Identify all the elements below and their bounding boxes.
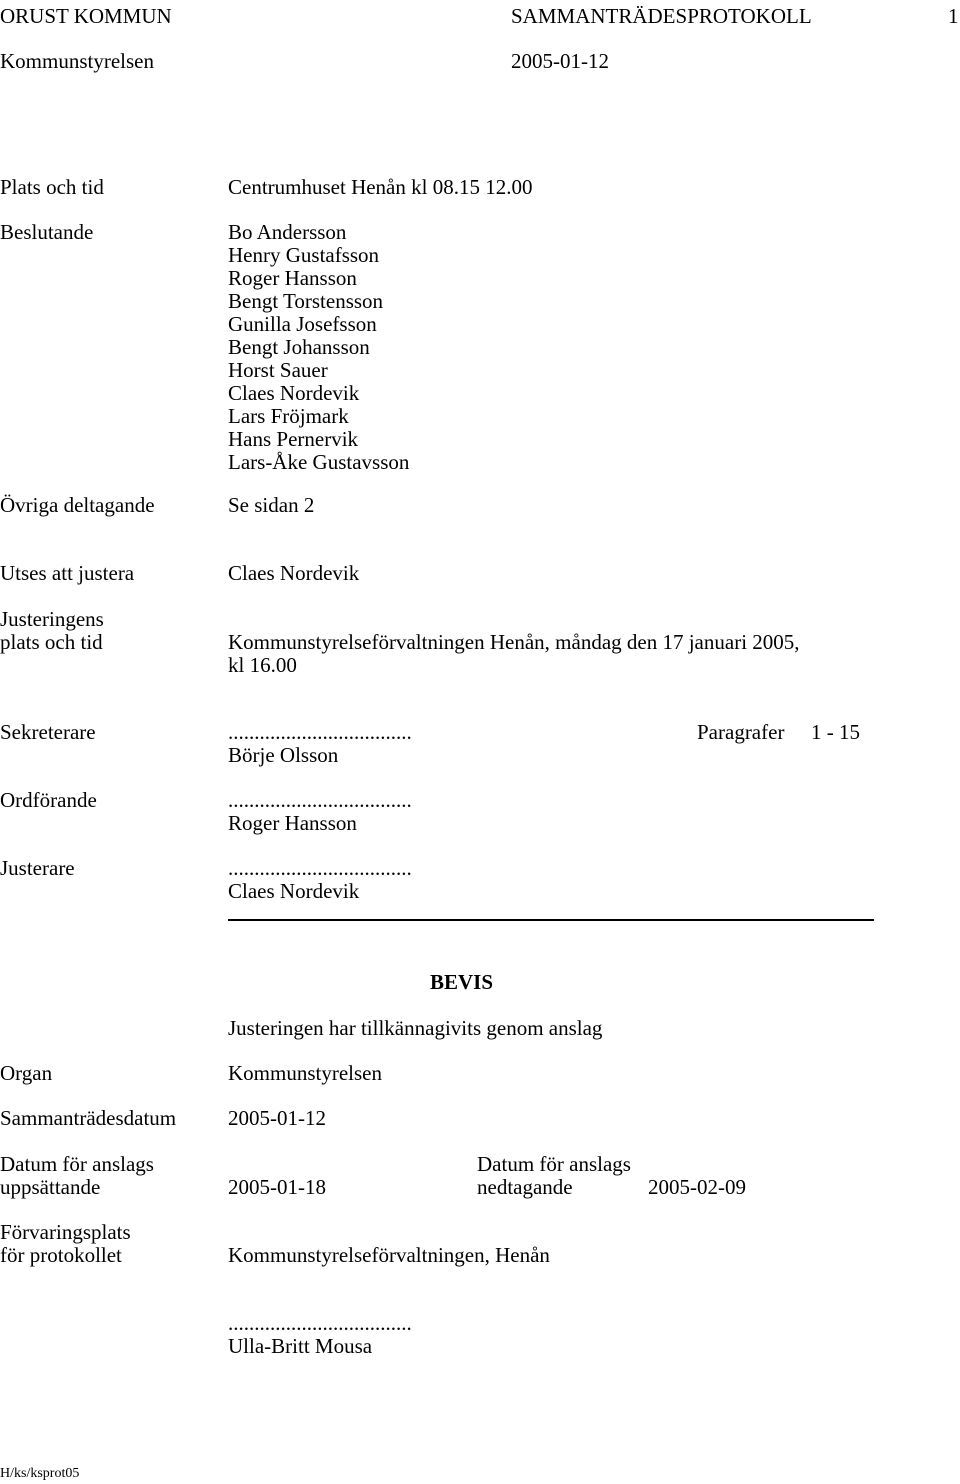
meeting-date-value: 2005-01-12 [228, 1106, 326, 1130]
removed-date-label-line: nedtagande [477, 1175, 573, 1199]
storage-label-line: för protokollet [0, 1243, 122, 1267]
storage-label-line: Förvaringsplats [0, 1220, 131, 1244]
removed-date-value: 2005-02-09 [648, 1175, 746, 1199]
adjuster-label: Justerare [0, 856, 75, 880]
storage-label [0, 1221, 131, 1267]
chair-signature-line: ................................... [228, 788, 412, 812]
municipality-name: ORUST KOMMUN [0, 4, 172, 28]
decision-maker: Bengt Johansson [228, 335, 370, 359]
chair-name: Roger Hansson [228, 811, 357, 835]
footer-code: H/ks/ksprot05 [0, 1466, 80, 1481]
organ-label: Organ [0, 1061, 53, 1085]
removed-date-label-line: Datum för anslags [477, 1152, 631, 1176]
meeting-date-label: Sammanträdesdatum [0, 1106, 177, 1130]
other-participants-value: Se sidan 2 [228, 493, 315, 517]
adjustment-label-line: Justeringens [0, 607, 104, 631]
decision-makers-list [228, 221, 409, 474]
removed-date-label [477, 1153, 631, 1199]
section-divider [228, 919, 874, 921]
decision-maker: Gunilla Josefsson [228, 312, 377, 336]
paragraphs-value: 1 - 15 [811, 720, 860, 744]
adjustment-label-line: plats och tid [0, 630, 103, 654]
decision-maker: Lars Fröjmark [228, 404, 349, 428]
place-value: Centrumhuset Henån kl 08.15 12.00 [228, 175, 533, 199]
adjustment-value-line: Kommunstyrelseförvaltningen Henån, måndag den 17 januari 2005, [228, 630, 800, 654]
secretary-name: Börje Olsson [228, 743, 339, 767]
adjuster-name: Claes Nordevik [228, 879, 360, 903]
committee-name: Kommunstyrelsen [0, 49, 154, 73]
bevis-title: BEVIS [430, 970, 494, 994]
signer-signature-line: ................................... [228, 1311, 412, 1335]
adjuster-signature-line: ................................... [228, 856, 412, 880]
meeting-date: 2005-01-12 [511, 49, 609, 73]
posted-date-value: 2005-01-18 [228, 1175, 326, 1199]
chair-label: Ordförande [0, 788, 97, 812]
place-label: Plats och tid [0, 175, 104, 199]
decision-maker: Bengt Torstensson [228, 289, 384, 313]
posted-date-label-line: Datum för anslags [0, 1152, 154, 1176]
adjuster-appointed-value: Claes Nordevik [228, 561, 360, 585]
decision-maker: Henry Gustafsson [228, 243, 380, 267]
decision-maker: Horst Sauer [228, 358, 328, 382]
document-type: SAMMANTRÄDESPROTOKOLL [511, 4, 812, 28]
decision-maker: Claes Nordevik [228, 381, 360, 405]
adjustment-label [0, 608, 104, 654]
paragraphs-label: Paragrafer [697, 720, 785, 744]
posted-date-label [0, 1153, 154, 1199]
organ-value: Kommunstyrelsen [228, 1061, 382, 1085]
page-number: 1 [948, 4, 959, 28]
bevis-statement: Justeringen har tillkännagivits genom anslag [228, 1016, 603, 1040]
decision-maker: Roger Hansson [228, 266, 357, 290]
decision-maker: Hans Pernervik [228, 427, 359, 451]
posted-date-label-line: uppsättande [0, 1175, 101, 1199]
secretary-signature-line: ................................... [228, 720, 412, 744]
adjustment-value [228, 631, 800, 677]
decision-maker: Lars-Åke Gustavsson [228, 450, 410, 474]
decision-makers-label: Beslutande [0, 220, 94, 244]
adjustment-value-line: kl 16.00 [228, 653, 297, 677]
storage-value: Kommunstyrelseförvaltningen, Henån [228, 1243, 550, 1267]
other-participants-label: Övriga deltagande [0, 493, 155, 517]
decision-maker: Bo Andersson [228, 220, 347, 244]
adjuster-appointed-label: Utses att justera [0, 561, 135, 585]
secretary-label: Sekreterare [0, 720, 96, 744]
signer-name: Ulla-Britt Mousa [228, 1334, 373, 1358]
